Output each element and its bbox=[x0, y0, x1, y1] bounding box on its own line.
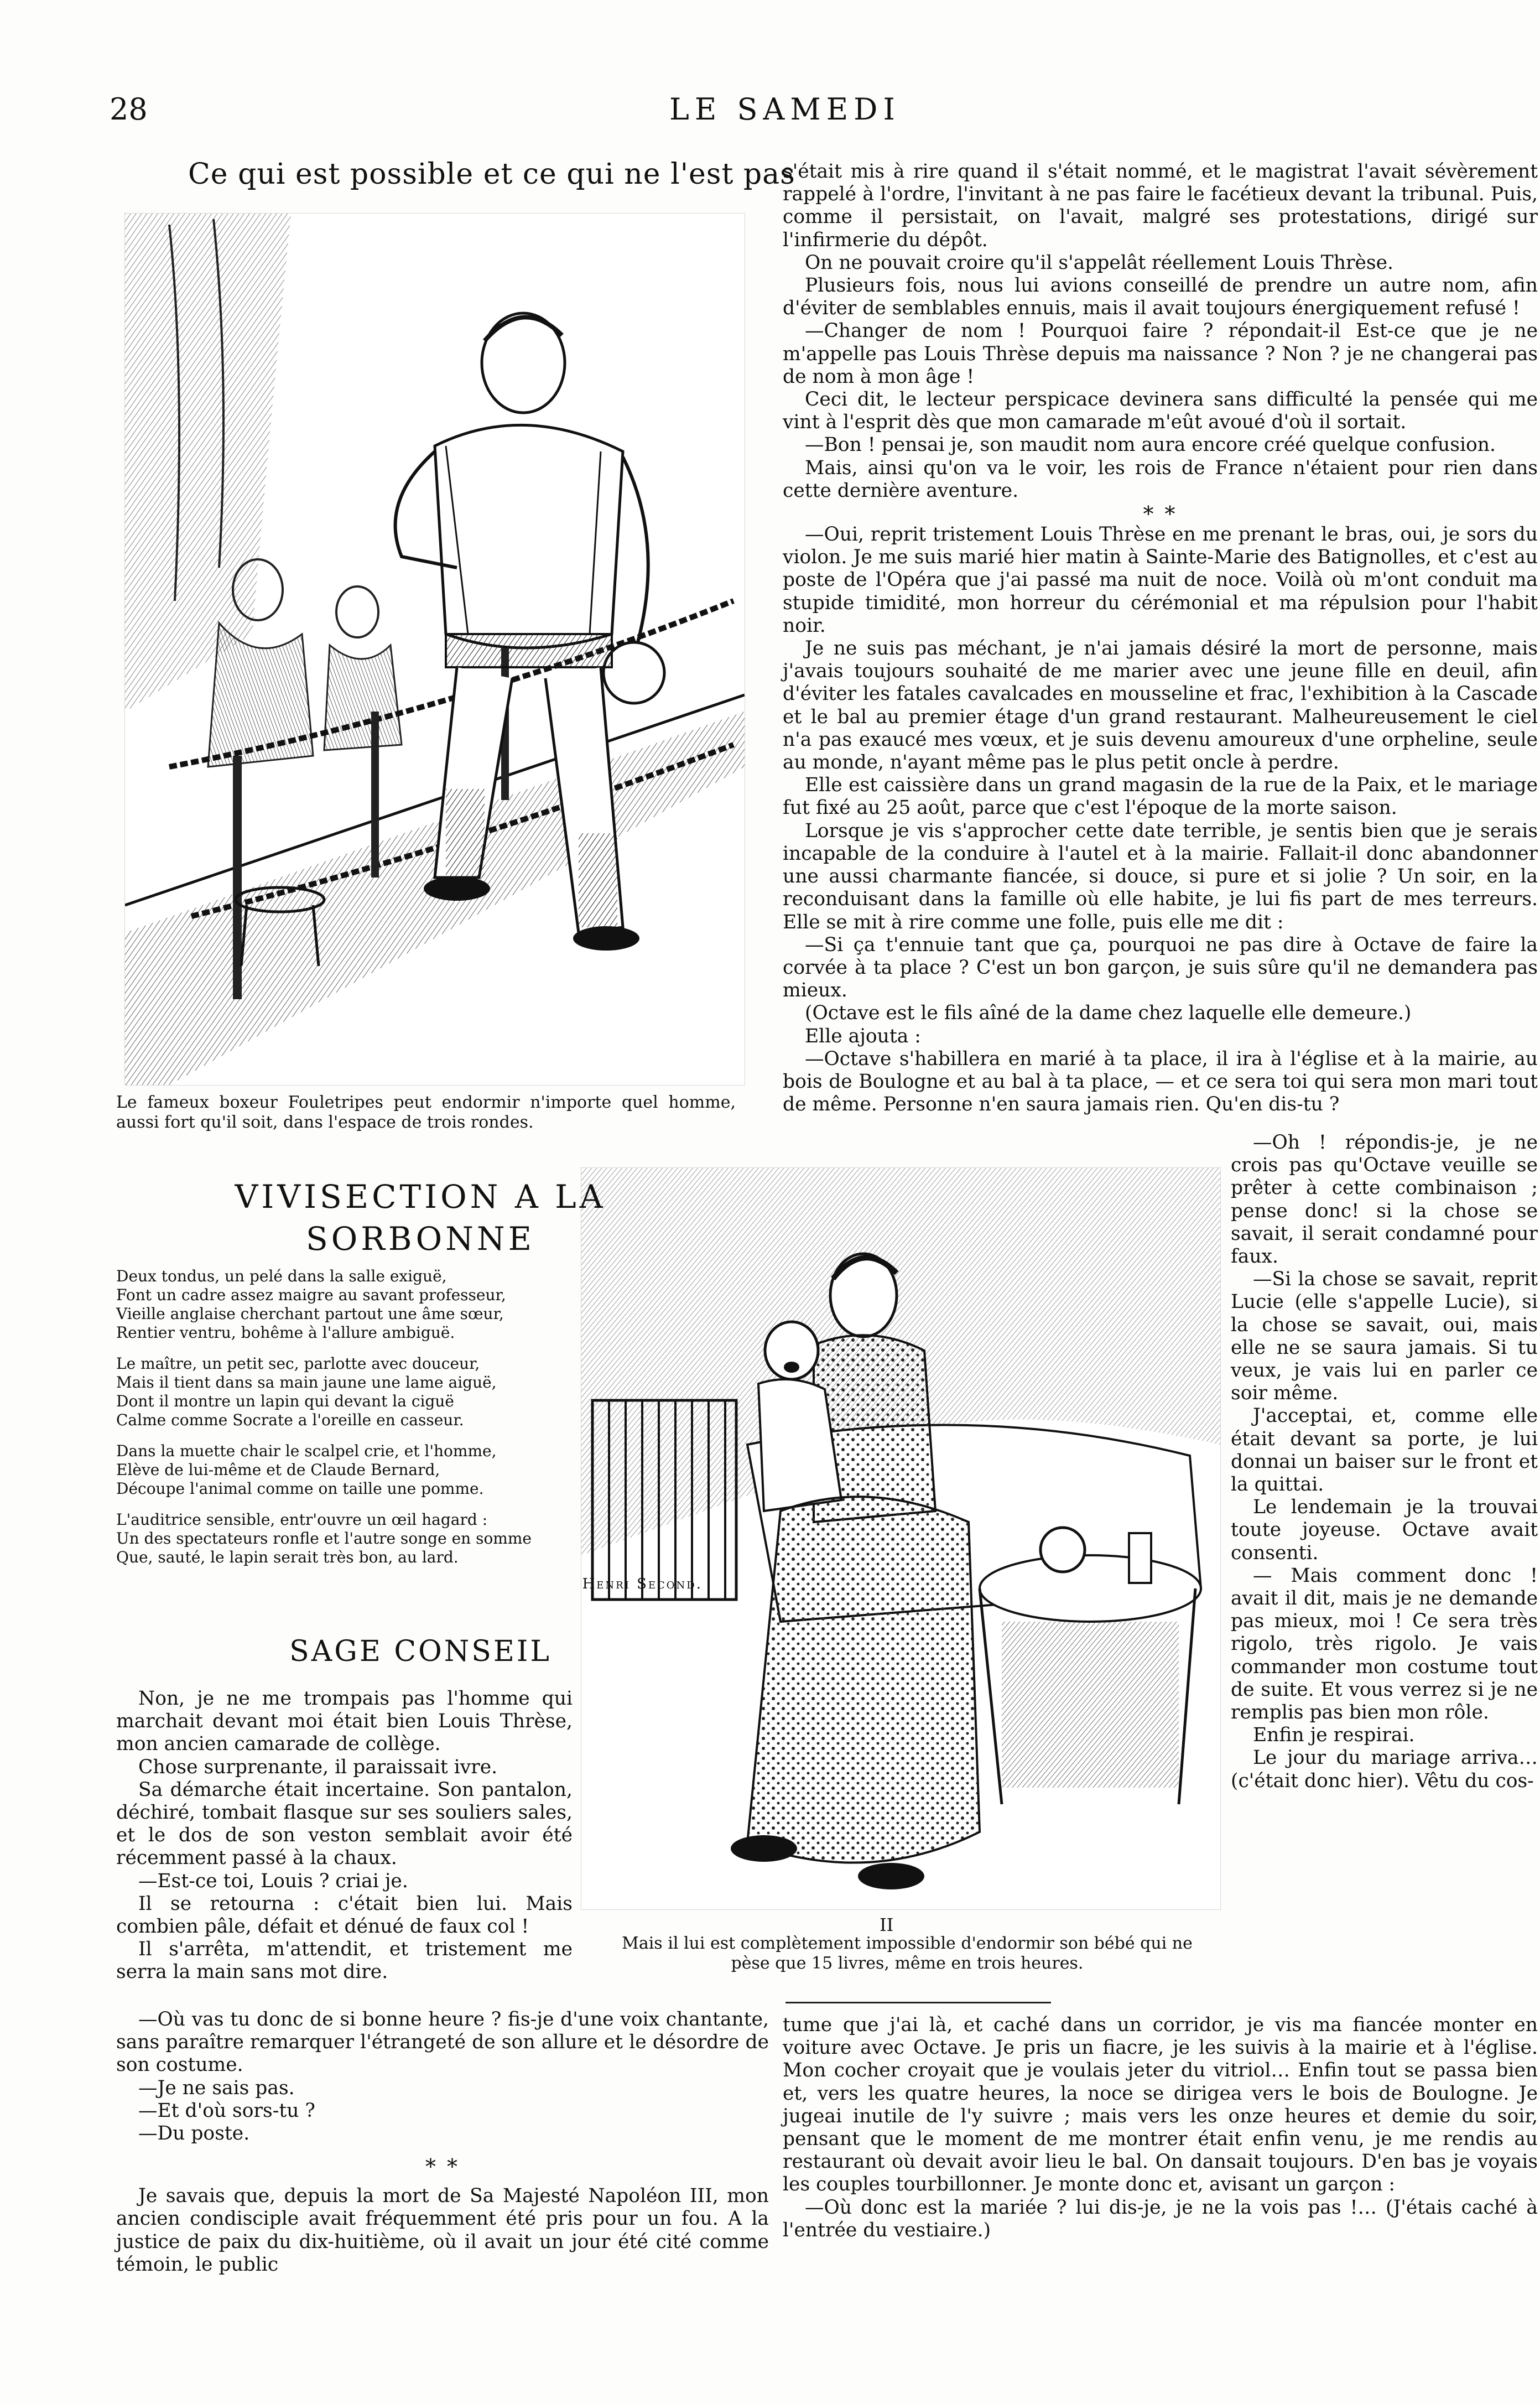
paragraph: —Octave s'habillera en marié à ta place, il ira à l'église et à la mairie, au bois de Boulogne et au bal à ta place, — et ce sera toi qui sera mon mari tout de même. Personne n'en saura jamais rien. Qu'en dis-tu ? bbox=[783, 1047, 1538, 1116]
poem-line: Un des spectateurs ronfle et l'autre songe en somme bbox=[116, 1529, 532, 1548]
illustration-number: II bbox=[880, 1914, 894, 1935]
paragraph: —Où donc est la mariée ? lui dis-je, je ne la vois pas !… (J'étais caché à l'entrée du vestiaire.) bbox=[783, 2196, 1538, 2241]
paragraph: (Octave est le fils aîné de la dame chez laquelle elle demeure.) bbox=[805, 1002, 1412, 1025]
poem-line: Rentier ventru, bohême à l'allure ambiguë. bbox=[116, 1323, 455, 1342]
paragraph: Elle ajouta : bbox=[805, 1025, 921, 1047]
right-narrow-column bbox=[1231, 1131, 1538, 1793]
section-rule bbox=[785, 2002, 1051, 2003]
paragraph: Lorsque je vis s'approcher cette date terrible, je sentis bien que je serais incapable de la conduire à l'autel et à la mairie. Fallait-il donc abandonner une aussi charmante fiancée, si douce, si pure et si jolie ? Un soir, en la reconduisant dans la famille où elle habite, je lui fis part de mes terreurs. Elle se mit à rire comme une folle, puis elle me dit : bbox=[783, 819, 1538, 933]
poem-line: Que, sauté, le lapin serait très bon, au lard. bbox=[116, 1548, 459, 1566]
sage-title: SAGE CONSEIL bbox=[289, 1635, 552, 1668]
right-column-bottom bbox=[783, 2014, 1538, 2242]
paragraph: —Est-ce toi, Louis ? criai je. bbox=[138, 1870, 408, 1892]
paragraph: — Mais comment donc ! avait il dit, mais je ne demande pas mieux, moi ! Ce sera très rigolo, très rigolo. Je vais commander mon costume tout de suite. Et vous verrez si je ne remplis pas bien mon rôle. bbox=[1231, 1564, 1538, 1724]
page-number: 28 bbox=[110, 92, 148, 127]
paragraph: —Oh ! répondis-je, je ne crois pas qu'Octave veuille se prêter à cette combinaison ; pense donc! si la chose se savait, il serait condamné pour faux. bbox=[1231, 1131, 1538, 1268]
paragraph: Chose surprenante, il paraissait ivre. bbox=[138, 1756, 498, 1778]
article-title: Ce qui est possible et ce qui ne l'est pas bbox=[188, 158, 795, 191]
poem-stanza bbox=[116, 1442, 730, 1498]
journal-title: LE SAMEDI bbox=[669, 92, 901, 127]
boxer-illustration bbox=[124, 213, 745, 1086]
poem-line: Calme comme Socrate a l'oreille en casseur. bbox=[116, 1411, 464, 1429]
paragraph: —Où vas tu donc de si bonne heure ? fis-je d'une voix chantante, sans paraître remarquer l'étrangeté de son allure et le désordre de son costume. bbox=[116, 2008, 769, 2076]
poem-title-line-2: SORBONNE bbox=[305, 1220, 535, 1258]
paragraph: Il s'arrêta, m'attendit, et tristement me serra la main sans mot dire. bbox=[116, 1938, 573, 1984]
poem-stanza bbox=[116, 1267, 730, 1342]
paragraph: —Bon ! pensai je, son maudit nom aura encore créé quelque confusion. bbox=[805, 434, 1496, 456]
poem-line: Elève de lui-même et de Claude Bernard, bbox=[116, 1461, 440, 1479]
poem-title-line-1: VIVISECTION A LA bbox=[235, 1178, 606, 1216]
sage-column bbox=[116, 1688, 573, 1984]
paragraph: —Et d'où sors-tu ? bbox=[138, 2099, 315, 2122]
paragraph: Ceci dit, le lecteur perspicace devinera sans difficulté la pensée qui me vint à l'esprit dès que mon camarade m'eût avoué d'où il sortait. bbox=[783, 388, 1538, 434]
sage-column-wide bbox=[116, 2008, 769, 2276]
paragraph: —Oui, reprit tristement Louis Thrèse en me prenant le bras, oui, je sors du violon. Je me suis marié hier matin à Sainte-Marie des Batignolles, et c'est au poste de l'Opéra que j'ai passé ma nuit de noce. Voilà où m'ont conduit ma stupide timidité, mon horreur du cérémonial et ma répulsion pour l'habit noir. bbox=[783, 523, 1538, 637]
paragraph: s'était mis à rire quand il s'était nommé, et le magistrat l'avait sévèrement rappelé à l'ordre, l'invitant à ne pas faire le facétieux devant la tribunal. Puis, comme il persistait, on l'avait, malgré ses protestations, dirigé sur l'infirmerie du dépôt. bbox=[783, 160, 1538, 251]
boxer-drawing bbox=[125, 214, 745, 1085]
paragraph: —Je ne sais pas. bbox=[138, 2076, 295, 2099]
poem-stanza bbox=[116, 1510, 730, 1567]
asterism: * * bbox=[1143, 502, 1178, 527]
poem-line: Dont il montre un lapin qui devant la ciguë bbox=[116, 1392, 454, 1410]
paragraph: J'acceptai, et, comme elle était devant sa porte, je lui donnai un baiser sur le front et la quittai. bbox=[1231, 1405, 1538, 1496]
paragraph: tume que j'ai là, et caché dans un corridor, je vis ma fiancée monter en voiture avec Octave. Je pris un fiacre, je les suivis à la mairie et à l'église. Mon cocher croyait que je voulais jeter du vitriol… Enfin tout se passa bien et, vers les quatre heures, la noce se dirigea vers le bois de Boulogne. Je jugeai inutile de l'y suivre ; mais vers les onze heures et demie du soir, pensant que le moment de me montrer était enfin venu, je me rendis au restaurant où devait avoir lieu le bal. On dansait toujours. D'en bas je voyais les couples tourbillonner. Je monte donc et, avisant un garçon : bbox=[783, 2014, 1538, 2196]
paragraph: Le lendemain je la trouvai toute joyeuse. Octave avait consenti. bbox=[1231, 1496, 1538, 1564]
paragraph: On ne pouvait croire qu'il s'appelât réellement Louis Thrèse. bbox=[805, 251, 1393, 274]
poem-line: Mais il tient dans sa main jaune une lame aiguë, bbox=[116, 1373, 497, 1391]
paragraph: Je savais que, depuis la mort de Sa Majesté Napoléon III, mon ancien condisciple avait fréquemment été pris pour un fou. A la justice de paix du dix-huitième, où il avait un jour été cité comme témoin, le public bbox=[116, 2185, 769, 2276]
paragraph: Enfin je respirai. bbox=[1253, 1724, 1415, 1747]
paragraph: Je ne suis pas méchant, je n'ai jamais désiré la mort de personne, mais j'avais toujours souhaité de me marier avec une jeune fille en deuil, afin d'éviter les fatales cavalcades en mousseline et frac, l'exhibition à la Cascade et le bal au premier étage d'un grand restaurant. Malheureusement le ciel n'a pas exaucé mes vœux, et je suis devenu amoureux d'une orpheline, seule au monde, n'ayant même pas le plus petit oncle à perdre. bbox=[783, 637, 1538, 774]
paragraph: Le jour du mariage arriva… (c'était donc hier). Vêtu du cos- bbox=[1231, 1747, 1538, 1792]
paragraph: Mais, ainsi qu'on va le voir, les rois de France n'étaient pour rien dans cette dernière aventure. bbox=[783, 456, 1538, 502]
poem-stanza bbox=[116, 1354, 730, 1430]
poem-line: L'auditrice sensible, entr'ouvre un œil hagard : bbox=[116, 1510, 488, 1529]
poem-title bbox=[116, 1176, 725, 1260]
poem-signature: Henri Second. bbox=[582, 1576, 703, 1592]
asterism: * * bbox=[425, 2154, 460, 2179]
poem-line: Vieille anglaise cherchant partout une âme sœur, bbox=[116, 1305, 504, 1323]
paragraph: —Si la chose se savait, reprit Lucie (elle s'appelle Lucie), si la chose se savait, oui, mais elle ne se saura jamais. Si tu veux, je vais lui en parler ce soir même. bbox=[1231, 1268, 1538, 1405]
poem-line: Découpe l'animal comme on taille une pomme. bbox=[116, 1479, 484, 1498]
paragraph: —Si ça t'ennuie tant que ça, pourquoi ne pas dire à Octave de faire la corvée à ta place ? C'est un bon garçon, je suis sûre qu'il ne demandera pas mieux. bbox=[783, 933, 1538, 1002]
poem-line: Le maître, un petit sec, parlotte avec douceur, bbox=[116, 1354, 480, 1373]
paragraph: —Changer de nom ! Pourquoi faire ? répondait-il Est-ce que je ne m'appelle pas Louis Thrèse depuis ma naissance ? Non ? je ne changerai pas de nom à mon âge ! bbox=[783, 320, 1538, 388]
paragraph: Plusieurs fois, nous lui avions conseillé de prendre un autre nom, afin d'éviter de semblables ennuis, mais il avait toujours énergiquement refusé ! bbox=[783, 274, 1538, 320]
poem-line: Dans la muette chair le scalpel crie, et l'homme, bbox=[116, 1442, 497, 1460]
right-column-top bbox=[783, 160, 1538, 1116]
poem bbox=[116, 1267, 730, 1593]
baby-caption: Mais il lui est complètement impossible d'endormir son bébé qui ne pèse que 15 livres, même en trois heures. bbox=[622, 1934, 1193, 1973]
boxer-caption: Le fameux boxeur Fouletripes peut endormir n'importe quel homme, aussi fort qu'il soit, dans l'espace de trois rondes. bbox=[116, 1093, 736, 1132]
paragraph: Non, je ne me trompais pas l'homme qui marchait devant moi était bien Louis Thrèse, mon ancien camarade de collège. bbox=[116, 1688, 573, 1756]
poem-line: Deux tondus, un pelé dans la salle exiguë, bbox=[116, 1267, 447, 1285]
poem-line: Font un cadre assez maigre au savant professeur, bbox=[116, 1286, 506, 1304]
paragraph: Il se retourna : c'était bien lui. Mais combien pâle, défait et dénué de faux col ! bbox=[116, 1892, 573, 1938]
paragraph: Elle est caissière dans un grand magasin de la rue de la Paix, et le mariage fut fixé au 25 août, parce que c'est l'époque de la morte saison. bbox=[783, 774, 1538, 819]
paragraph: Sa démarche était incertaine. Son pantalon, déchiré, tombait flasque sur ses souliers sales, et le dos de son veston semblait avoir été récemment passé à la chaux. bbox=[116, 1778, 573, 1870]
paragraph: —Du poste. bbox=[138, 2122, 250, 2145]
